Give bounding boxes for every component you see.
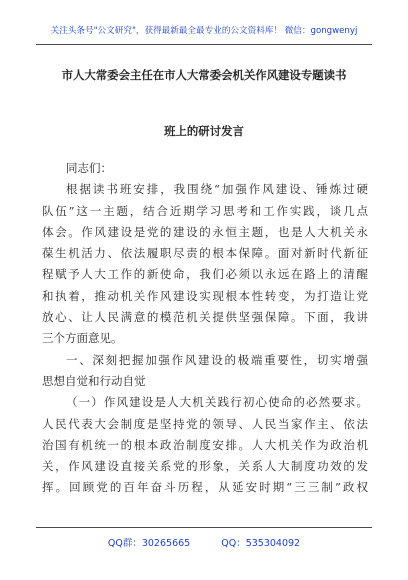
footer-qq: QQ：535304092: [221, 538, 301, 549]
paragraph-line: 放心、让人民满意的模范机关提供坚强保障。下面，我讲: [42, 310, 368, 325]
paragraph-line: 体会。作风建设是党的建设的永恒主题，也是人大机关永: [42, 224, 368, 239]
section-heading-line: 一、深刻把握加强作风建设的极端重要性，切实增强: [66, 352, 368, 367]
paragraph-line: 和执着，推动机关作风建设实现根本性转变，为打造让党: [42, 288, 368, 303]
paragraph-line: 治国有机统一的根本政治制度安排。人大机关作为政治机: [42, 437, 368, 452]
document-body: [42, 158, 368, 499]
paragraph-line: 挥。回顾党的百年奋斗历程，从延安时期“三三制”政权: [42, 480, 368, 495]
salutation: 同志们：: [66, 161, 112, 175]
document-title-line-2: 班上的研讨发言: [164, 124, 244, 138]
paragraph-line: 根据读书班安排，我围绕“加强作风建设、锤炼过硬: [66, 182, 368, 197]
subsection-heading: （一）作风建设是人大机关践行初心使命的必然要求。: [66, 395, 368, 410]
header-divider: [36, 44, 372, 45]
document-title-line-1: 市人大常委会主任在市人大常委会机关作风建设专题读书: [61, 68, 347, 82]
paragraph-line: 程赋予人大工作的新使命，我们必须以永远在路上的清醒: [42, 267, 368, 282]
header-note: 关注头条号"公文研究"，获得最新最全最专业的公文资料库！ 微信：gongwenyj: [50, 26, 358, 36]
paragraph-line: 关，作风建设直接关系党的形象，关系人大制度功效的发: [42, 459, 368, 474]
paragraph-line: 队伍”这一主题，结合近期学习思考和工作实践，谈几点: [42, 203, 368, 218]
footer-contact: [0, 535, 408, 549]
paragraph-line: 人民代表大会制度是坚持党的领导、人民当家作主、依法: [42, 416, 368, 431]
footer-divider: [36, 527, 372, 528]
footer-qq-group: QQ群：30265665: [107, 538, 191, 549]
paragraph-line: 葆生机活力、依法履职尽责的根本保障。面对新时代新征: [42, 246, 368, 261]
paragraph-line: 三个方面意见。: [42, 331, 123, 346]
section-heading-line: 思想自觉和行动自觉: [42, 373, 146, 388]
